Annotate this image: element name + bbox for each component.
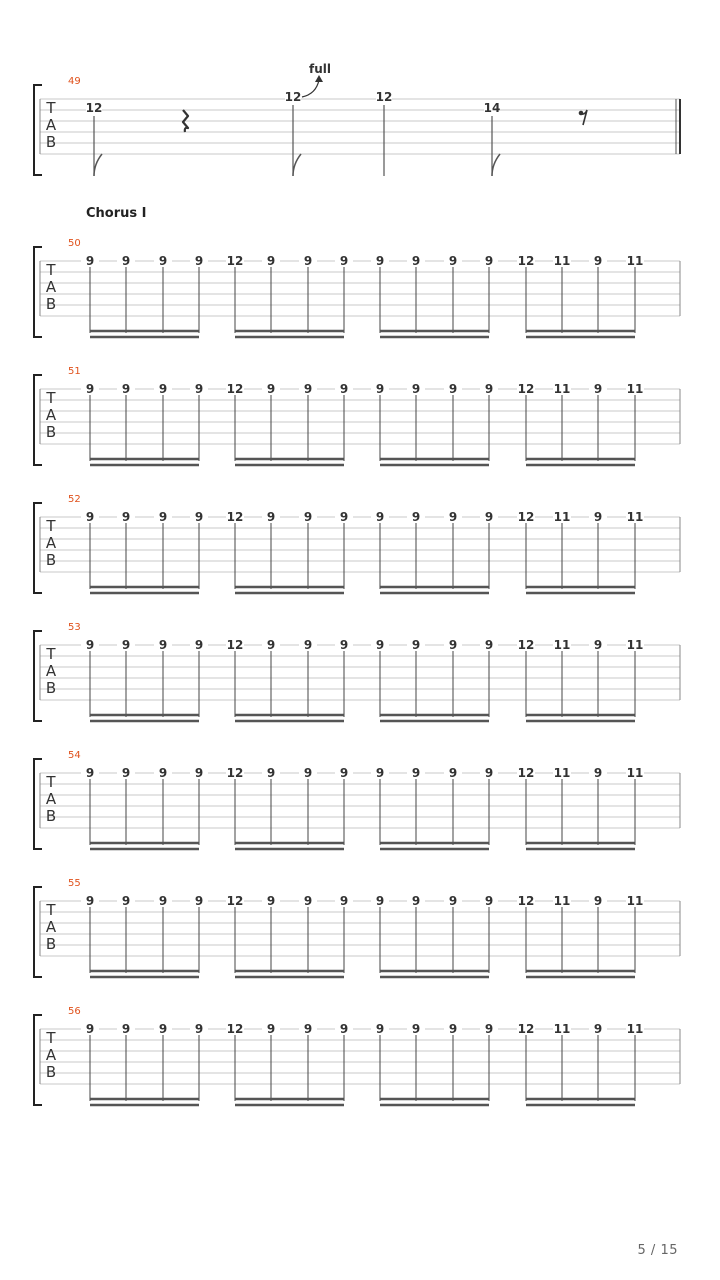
fret-number: 9 [121,382,131,396]
fret-number: 9 [85,1022,95,1036]
fret-number: 9 [194,638,204,652]
fret-number: 9 [194,254,204,268]
fret-number: 9 [158,766,168,780]
fret-number: 9 [158,894,168,908]
fret-number: 12 [517,1022,535,1036]
measure-number: 49 [68,76,81,87]
page-indicator: 5 / 15 [637,1243,678,1258]
fret-number: 11 [626,638,644,652]
fret-number: 9 [194,510,204,524]
fret-number: 9 [375,510,385,524]
fret-number: 9 [484,1022,494,1036]
tab-staff [0,876,720,986]
fret-number: 11 [553,254,571,268]
fret-number: 12 [226,638,244,652]
bend-arrow-icon [302,80,319,97]
tab-staff [0,1004,720,1114]
tab-system-49 [0,62,720,180]
fret-number: 9 [158,1022,168,1036]
fret-number: 9 [121,766,131,780]
tab-clef-b: B [45,935,57,953]
fret-number: 11 [553,638,571,652]
fret-number: 9 [448,894,458,908]
fret-number: 11 [553,382,571,396]
fret-number: 9 [484,382,494,396]
fret-number: 9 [484,638,494,652]
tab-staff [0,236,720,346]
fret-number: 11 [553,766,571,780]
fret-number: 9 [593,894,603,908]
fret-number: 9 [121,638,131,652]
fret-number: 9 [448,638,458,652]
fret-number: 11 [626,894,644,908]
tab-clef-a: A [45,790,57,808]
fret-number: 12 [226,894,244,908]
tab-system [0,364,720,474]
fret-number: 12 [517,638,535,652]
fret-number: 12 [226,510,244,524]
fret-number: 9 [411,510,421,524]
fret-number: 9 [266,894,276,908]
fret-number: 14 [483,101,501,115]
fret-number: 9 [484,894,494,908]
fret-number: 9 [303,638,313,652]
measure-number: 54 [68,750,81,761]
fret-number: 9 [339,1022,349,1036]
tab-system [0,748,720,858]
fret-number: 9 [411,382,421,396]
tab-staff [0,620,720,730]
fret-number: 9 [121,894,131,908]
tab-system [0,1004,720,1114]
tab-clef-t: T [46,261,56,279]
fret-number: 12 [226,254,244,268]
fret-number: 9 [411,638,421,652]
fret-number: 9 [411,894,421,908]
bend-label: full [309,62,331,76]
tab-system [0,876,720,986]
fret-number: 9 [375,766,385,780]
fret-number: 9 [121,1022,131,1036]
fret-number: 9 [194,1022,204,1036]
tab-clef-a: A [45,116,57,134]
fret-number: 9 [303,894,313,908]
fret-number: 12 [517,254,535,268]
fret-number: 9 [339,638,349,652]
fret-number: 11 [626,1022,644,1036]
fret-number: 9 [375,894,385,908]
tab-staff-49 [0,62,720,180]
fret-number: 9 [593,1022,603,1036]
fret-number: 12 [517,510,535,524]
tab-clef-b: B [45,551,57,569]
tab-clef-a: A [45,406,57,424]
measure-number: 56 [68,1006,81,1017]
fret-number: 9 [448,1022,458,1036]
tab-clef-b: B [45,1063,57,1081]
fret-number: 9 [85,894,95,908]
fret-number: 9 [85,254,95,268]
fret-number: 9 [303,1022,313,1036]
fret-number: 9 [339,766,349,780]
fret-number: 9 [339,254,349,268]
tab-clef-b: B [45,679,57,697]
tab-staff [0,492,720,602]
fret-number: 9 [158,254,168,268]
fret-number: 9 [266,638,276,652]
fret-number: 12 [517,766,535,780]
fret-number: 12 [284,90,302,104]
fret-number: 9 [85,638,95,652]
fret-number: 9 [303,382,313,396]
fret-number: 9 [593,638,603,652]
fret-number: 9 [266,1022,276,1036]
measure-number: 51 [68,366,81,377]
fret-number: 9 [484,254,494,268]
fret-number: 9 [303,766,313,780]
tab-clef-a: A [45,1046,57,1064]
fret-number: 9 [339,510,349,524]
fret-number: 9 [448,382,458,396]
fret-number: 9 [194,766,204,780]
fret-number: 12 [226,382,244,396]
fret-number: 9 [484,510,494,524]
tab-system [0,620,720,730]
fret-number: 9 [339,894,349,908]
fret-number: 9 [194,894,204,908]
fret-number: 9 [85,766,95,780]
fret-number: 11 [626,766,644,780]
fret-number: 9 [411,1022,421,1036]
fret-number: 9 [121,254,131,268]
fret-number: 9 [375,1022,385,1036]
fret-number: 12 [517,894,535,908]
fret-number: 9 [85,510,95,524]
tab-clef-t: T [46,389,56,407]
fret-number: 9 [375,382,385,396]
tab-system [0,236,720,346]
fret-number: 9 [448,766,458,780]
tab-clef-a: A [45,534,57,552]
fret-number: 12 [517,382,535,396]
fret-number: 9 [194,382,204,396]
tab-clef-t: T [46,99,56,117]
measure-number: 55 [68,878,81,889]
fret-number: 9 [593,510,603,524]
fret-number: 11 [553,1022,571,1036]
tab-system [0,492,720,602]
fret-number: 11 [626,254,644,268]
fret-number: 9 [85,382,95,396]
fret-number: 12 [226,1022,244,1036]
tab-staff [0,748,720,858]
fret-number: 9 [121,510,131,524]
measure-number: 52 [68,494,81,505]
tab-staff [0,364,720,474]
fret-number: 9 [158,510,168,524]
fret-number: 11 [553,894,571,908]
fret-number: 9 [375,254,385,268]
fret-number: 9 [484,766,494,780]
tab-clef-a: A [45,662,57,680]
fret-number: 9 [158,638,168,652]
fret-number: 9 [303,254,313,268]
tab-clef-t: T [46,901,56,919]
tab-clef-b: B [45,807,57,825]
fret-number: 9 [448,254,458,268]
tab-clef-t: T [46,773,56,791]
fret-number: 9 [158,382,168,396]
fret-number: 9 [339,382,349,396]
section-label: Chorus I [86,206,147,221]
fret-number: 9 [593,382,603,396]
tab-clef-b: B [45,295,57,313]
fret-number: 11 [626,382,644,396]
eighth-rest-icon [579,110,587,125]
fret-number: 12 [375,90,393,104]
fret-number: 9 [266,254,276,268]
fret-number: 9 [411,766,421,780]
fret-number: 9 [593,766,603,780]
tab-clef-t: T [46,645,56,663]
fret-number: 9 [448,510,458,524]
tab-clef-a: A [45,918,57,936]
fret-number: 9 [266,382,276,396]
fret-number: 9 [375,638,385,652]
fret-number: 11 [626,510,644,524]
fret-number: 9 [266,766,276,780]
tab-clef-b: B [45,133,57,151]
fret-number: 9 [593,254,603,268]
tab-clef-t: T [46,1029,56,1047]
tab-clef-t: T [46,517,56,535]
fret-number: 9 [303,510,313,524]
tab-clef-a: A [45,278,57,296]
measure-number: 50 [68,238,81,249]
fret-number: 9 [411,254,421,268]
tab-clef-b: B [45,423,57,441]
measure-number: 53 [68,622,81,633]
fret-number: 12 [226,766,244,780]
fret-number: 9 [266,510,276,524]
fret-number: 12 [85,101,103,115]
fret-number: 11 [553,510,571,524]
